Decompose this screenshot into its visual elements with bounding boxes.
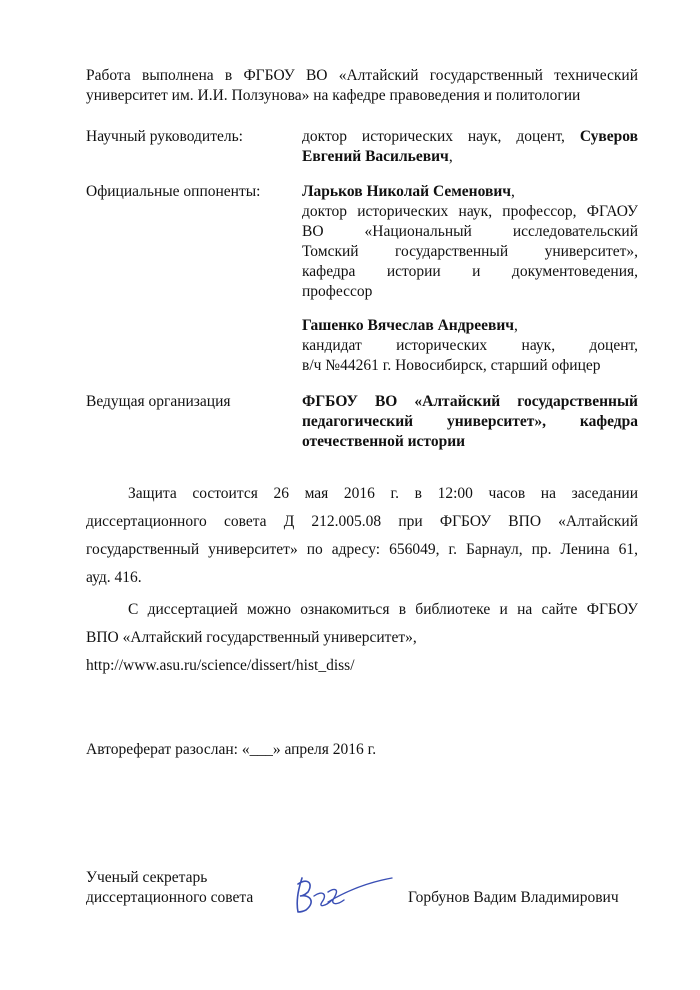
mailing-date: Автореферат разослан: «___» апреля 2016 г.	[86, 741, 377, 758]
supervisor-given-names: Евгений Васильевич	[302, 148, 449, 165]
opponent-name: Ларьков Николай Семенович,	[302, 183, 515, 200]
defense-line: государственный университет» по адресу: 656049, г. Барнаул, пр. Ленина 61,	[86, 541, 638, 558]
opponent-first	[302, 182, 638, 302]
secretary-title: Ученый секретарь диссертационного совета	[86, 869, 254, 906]
supervisor-line: Евгений Васильевич,	[302, 148, 453, 165]
leading-org-line: отечественной истории	[302, 433, 466, 450]
leading-org-line: ФГБОУ ВО «Алтайский государственный	[302, 393, 638, 410]
handwritten-signature	[288, 872, 398, 918]
opponent-line: кандидат исторических наук, доцент,	[302, 337, 638, 354]
opponent-line: доктор исторических наук, профессор, ФГАОУ	[302, 203, 638, 220]
opponent-line: в/ч №44261 г. Новосибирск, старший офицер	[302, 357, 601, 374]
opponent-line: ВО «Национальный исследовательский	[302, 223, 638, 240]
leading-org-value	[302, 392, 638, 452]
intro-paragraph	[86, 66, 638, 106]
library-line: С диссертацией можно ознакомиться в библиотеке и на сайте ФГБОУ	[128, 601, 638, 618]
supervisor-label: Научный руководитель:	[86, 128, 243, 145]
leading-org-line: педагогический университет», кафедра	[302, 413, 638, 430]
defense-paragraph	[86, 480, 638, 592]
supervisor-value	[302, 127, 638, 167]
library-line: ВПО «Алтайский государственный университет»,	[86, 629, 417, 646]
intro-line: университет им. И.И. Ползунова» на кафедре правоведения и политологии	[86, 87, 581, 104]
defense-line: диссертационного совета Д 212.005.08 при ФГБОУ ВПО «Алтайский	[86, 513, 638, 530]
opponents-label: Официальные оппоненты:	[86, 183, 261, 200]
intro-line: Работа выполнена в ФГБОУ ВО «Алтайский государственный технический	[86, 67, 638, 84]
opponent-name: Гашенко Вячеслав Андреевич,	[302, 317, 518, 334]
defense-line: Защита состоится 26 мая 2016 г. в 12:00 часов на заседании	[128, 485, 638, 502]
opponent-line: профессор	[302, 283, 373, 300]
library-paragraph	[86, 596, 638, 680]
secretary-name: Горбунов Вадим Владимирович	[408, 889, 619, 906]
opponent-line: Томский государственный университет»,	[302, 243, 638, 260]
opponent-line: кафедра истории и документоведения,	[302, 263, 638, 280]
supervisor-surname: Суверов	[579, 128, 638, 145]
library-link[interactable]: http://www.asu.ru/science/dissert/hist_diss/	[86, 657, 355, 674]
supervisor-line: доктор исторических наук, доцент, Суверов	[302, 128, 638, 145]
defense-line: ауд. 416.	[86, 569, 142, 586]
leading-org-label: Ведущая организация	[86, 393, 231, 410]
opponent-second	[302, 316, 638, 376]
